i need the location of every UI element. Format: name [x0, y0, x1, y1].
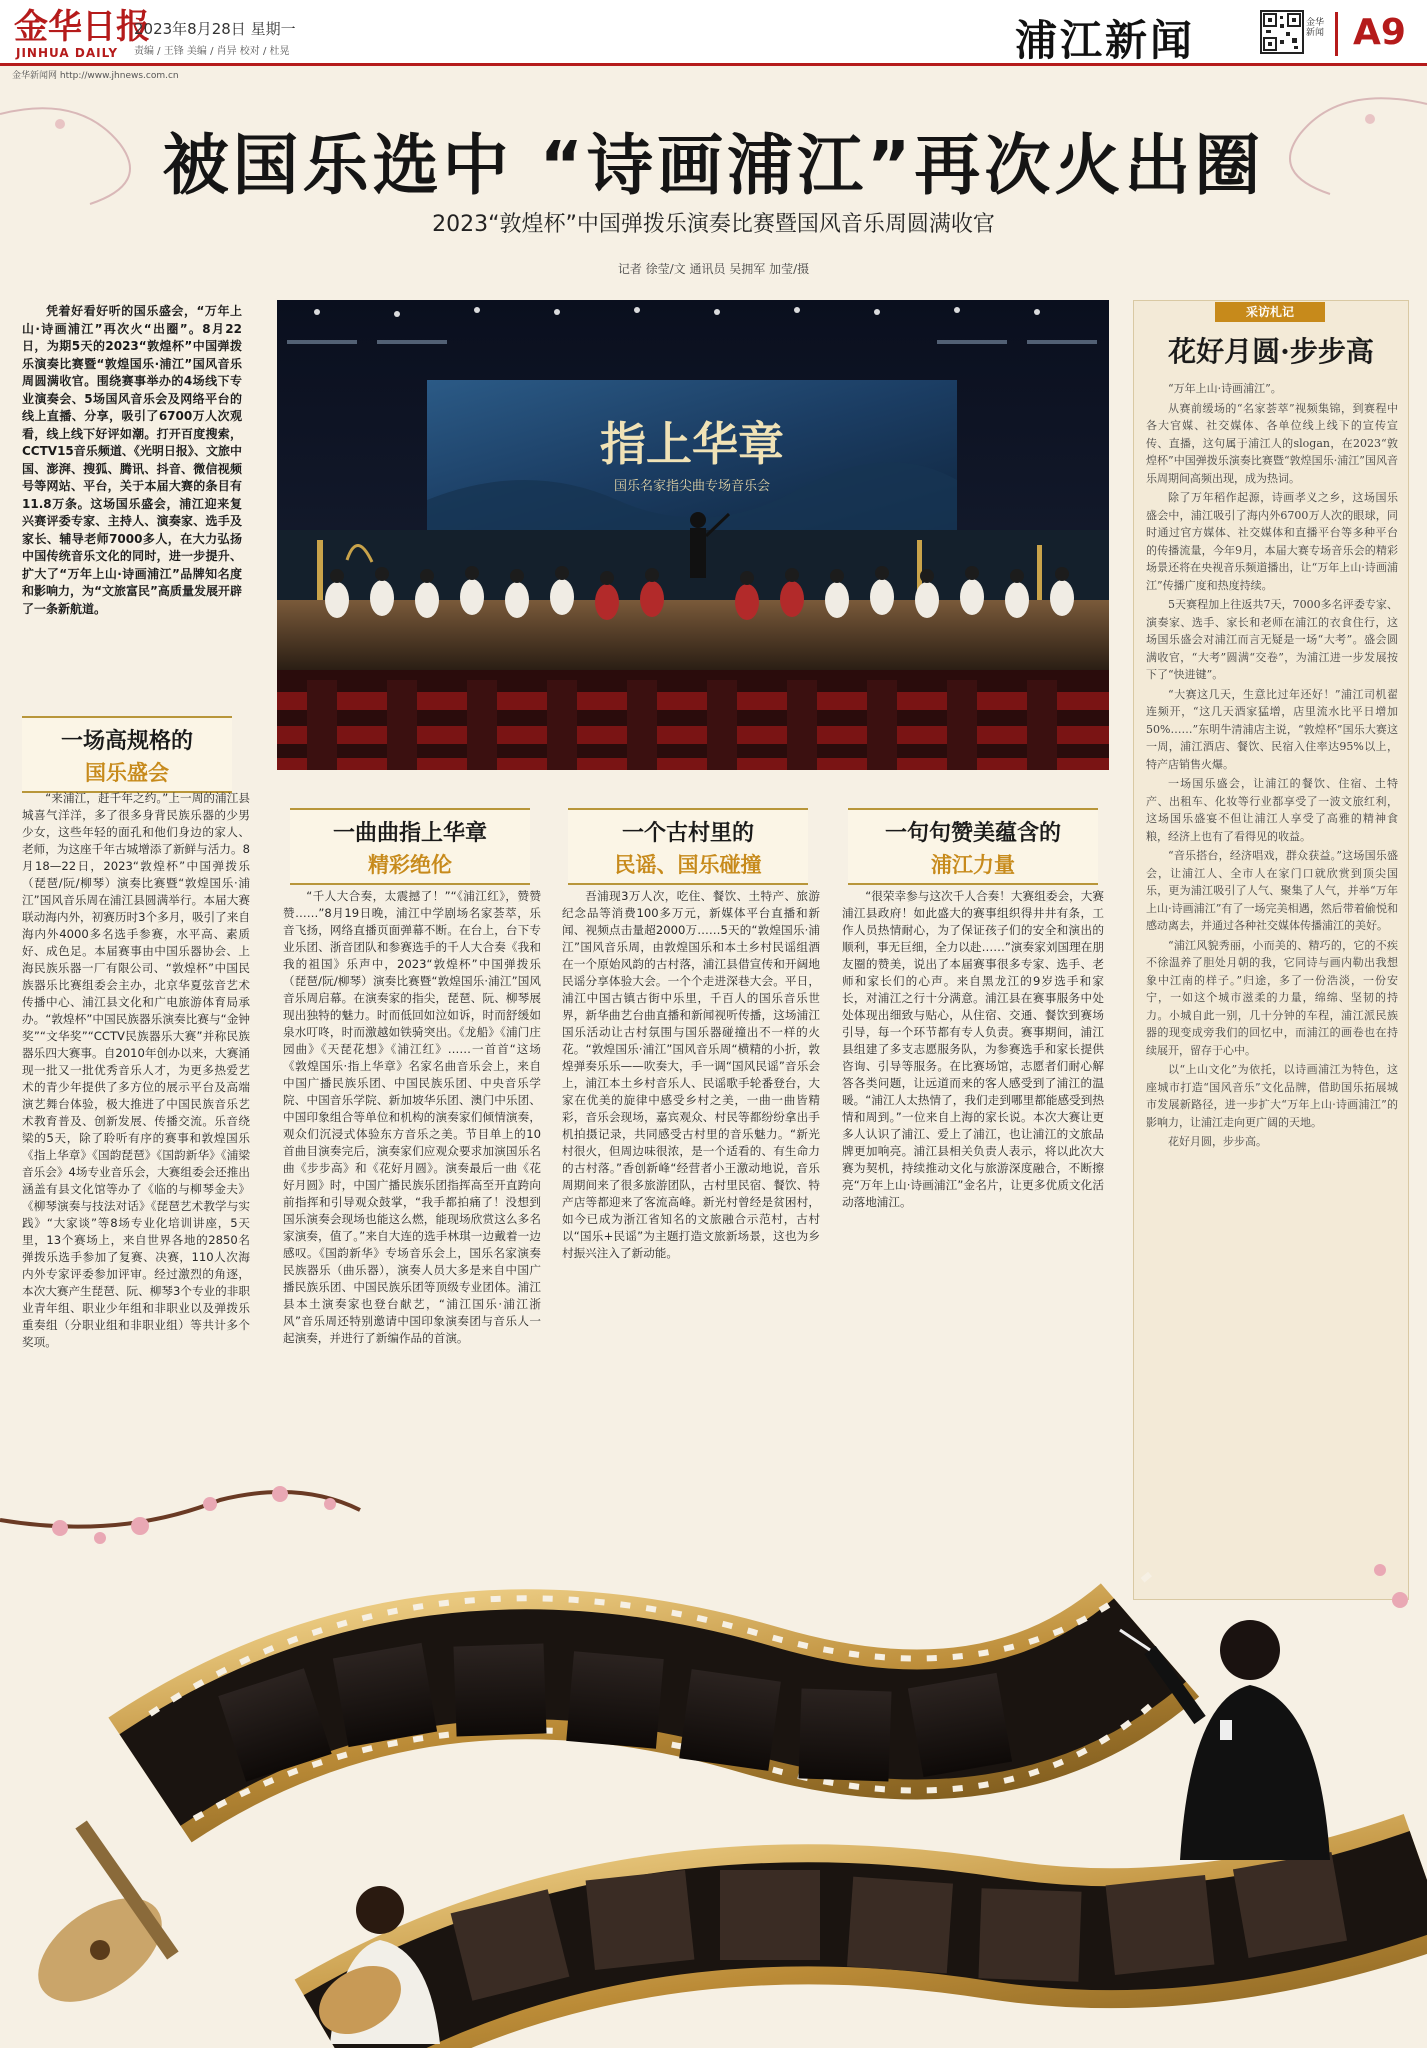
section-2-text: “千人大合奏，太震撼了！”“《浦江红》，赞赞赞……”8月19日晚，浦江中学剧场名家荟萃，乐音飞扬，网络直播页面弹幕不断。在台上，台下专业乐团、浙音团队和参赛选手的千人大合奏《我和我的祖国》乐声中，2023“敦煌杯”中国弹拨乐（琵琶/阮/柳琴）演奏比赛暨“敦煌国乐·浦江”国风音乐周启幕。在演奏家的指尖，琵琶、阮、柳琴展现出独特的魅力。时而低回如泣如诉，时而舒缓如泉水叮咚，时而激越如铁骑突出。《龙船》《浦门庄园曲》《天琵花想》《浦江红》……一首首“这场《敦煌国乐·指上华章》名家名曲音乐会上，来自中国广播民族乐团、中国民族乐团、中央音乐学院、中国音乐学院、新加坡华乐团、澳门中乐团、中国印象组合等单位和机构的演奏家们倾情演奏，观众们沉浸式体验东方音乐之美。节目单上的10首曲目演奏完后，演奏家们应观众要求加演国乐名曲《步步高》和《花好月圆》。演奏最后一曲《花好月圆》时，中国广播民族乐团指挥高至开直跨向前指挥和引导观众鼓掌，“我手都拍痛了！没想到国乐演奏会现场也能这么燃，能现场欣赏这么多名家演奏，值了。”来自大连的选手林琪一边戴着一边感叹。《国韵新华》专场音乐会上，国乐名家演奏民族器乐（曲乐器），演奏人员大多是来自中国广播民族乐团、中国民族乐团等顶级专业团体。浦江县本土演奏家也登台献艺，“浦江国乐·浦江浙风”音乐周还特别邀请中国印象演奏团与音乐人一起演奏，并进行了新编作品的首演。: [283, 889, 541, 1345]
section-3-text: 吾浦现3万人次，吃住、餐饮、土特产、旅游纪念品等消费100多万元，新媒体平台直播和新闻、视频点击量超2000万……5天的“敦煌国乐·浦江”国风音乐周，由敦煌国乐和本土乡村民谣组酒在一个原始风韵的古村落，浦江县借宣传和开阔地民谣分享体验大会。一个个走进深巷大会。平日，浦江中国古镇古街中乐里，千百人的国乐音乐世界，新华曲艺台曲直播和新闻视听传播，这场浦江国乐活动让古村氛围与国乐器碰撞出不一样的火花。“敦煌国乐·浦江”国风音乐周“横精的小折，敦煌弹奏乐乐——吹奏大，手一调“国风民谣”音乐会上，浦江本土乡村音乐人、民谣歌手轮番登台，大家在优美的旋律中感受乡村之美，一曲一曲皆精彩，音乐会现场，嘉宾观众、村民等都纷纷拿出手机拍摄记录，共同感受古村里的音乐魅力。“新光村很火，但周边味很浓，是一个适看的、有生命力的古村落。”香创新峰“经营者小王激动地说，音乐周期间来了很多旅游团队，古村里民宿、餐饮、特产店等都迎来了客流高峰。新光村曾经是贫困村，如今已成为浙江省知名的文旅融合示范村，古村以“国乐+民谣”为主题打造文旅新场景，这也为乡村振兴注入了新动能。: [562, 889, 820, 1260]
section-heading-3-line1: 一个古村里的: [621, 821, 754, 846]
sidebar-paragraph: “浦江风貌秀丽，小而美的、精巧的，它的不疾不徐温养了胆处月朝的我，它同诗与画内勒出我想象中江南的样子。”归途，多了一份浩淡，一份安宁，一如这个城市滋柔的力量，绵绵、坚韧的持力。小城自此一别，几十分钟的车程，浦江派民族器的现变成旁我们的回忆中，而浦江的画卷也在持续展开，留存于心中。: [1146, 938, 1398, 1057]
section-heading-2-line2: 精彩绝伦: [368, 853, 452, 877]
branch-icon: [0, 1492, 360, 1527]
logo-subtitle: JINHUA DAILY: [16, 46, 119, 60]
section-heading-1: [22, 716, 232, 793]
sidebar-paragraph: 花好月圆，步步高。: [1168, 1135, 1267, 1148]
headline: 被国乐选中 “诗画浦江”再次火出圈: [162, 127, 1265, 204]
intro-block: [22, 303, 242, 713]
section-heading-4-line2: 浦江力量: [931, 853, 1015, 877]
staff-credits: 责编 / 王锋 美编 / 肖异 校对 / 杜晃: [134, 46, 290, 57]
section-heading-1-line2: 国乐盛会: [85, 761, 169, 785]
qr-label: 金华新闻: [1306, 18, 1325, 38]
subheadline: 2023“敦煌杯”中国弹拨乐演奏比赛暨国风音乐周圆满收官: [432, 212, 995, 237]
section-heading-2: [290, 808, 530, 885]
logo-text: 金华日报: [14, 7, 150, 47]
section-4-text: “很荣幸参与这次千人合奏！大赛组委会，大赛浦江县政府！如此盛大的赛事组织得井井有条，工作人员热情耐心，为了保证孩子们的安全和演出的顺利，事无巨细，全力以赴……”演奏家刘国理在朋友圈的赞美，说出了本届赛事很多专家、选手、老师和家长们的心声。来自黑龙江的9岁选手和家长，对浦江之行十分满意。浦江县在赛事服务中处处体现出细致与贴心，从住宿、交通、餐饮到赛场引导，每一个环节都有专人负责。赛事期间，浦江县组建了多支志愿服务队，为参赛选手和家长提供咨询、引导等服务。在比赛场馆，志愿者们耐心解答各类问题，让远道而来的客人感受到了浦江的温暖。“浦江人太热情了，我们走到哪里都能感受到热情和周到。”一位来自上海的家长说。本次大赛让更多人认识了浦江、爱上了浦江，也让浦江的文旅品牌更加响亮。浦江县相关负责人表示，将以此次大赛为契机，持续推动文化与旅游深度融合，不断擦亮“万年上山·诗画浦江”金名片，让更多优质文化活动落地浦江。: [842, 889, 1104, 1209]
section-heading-1-line1: 一场高规格的: [60, 729, 193, 754]
section-heading-3: [568, 808, 808, 885]
sidebar-tag: 采访札记: [1215, 302, 1325, 322]
section-heading-3-line2: 民谣、国乐碰撞: [614, 853, 762, 877]
section-title: 浦江新闻: [1015, 16, 1196, 65]
issue-date: 2023年8月28日 星期一: [134, 20, 296, 38]
film-strip-collage: [0, 1480, 1427, 2044]
concert-photo[interactable]: [277, 300, 1109, 770]
stage-banner-subtitle: 国乐名家指尖曲专场音乐会: [613, 479, 771, 494]
newspaper-logo: [14, 6, 150, 47]
conductor-figure: [1120, 1620, 1330, 1860]
sidebar-paragraph: “大赛这几天，生意比过年还好！”浦江司机翟连频开，“这几天酒家猛增，店里流水比平日增加50%……”东明牛清浦店主说，“敦煌杯”国乐大赛这一周，浦江酒店、餐饮、民宿入住率达95%以上，特产店销售火爆。: [1146, 687, 1398, 771]
sidebar-paragraph: “万年上山·诗画浦江”。: [1168, 382, 1282, 395]
sidebar-paragraph: 从赛前缓场的“名家荟萃”视频集锦，到赛程中各大官媒、社交媒体、各单位线上线下的宣传宣传、直播，这句属于浦江人的slogan，在2023“敦煌杯”中国弹拨乐演奏比赛暨“敦煌国乐·浦江”国风音乐周期间高频出现，成为热词。: [1146, 401, 1398, 485]
byline: 记者 徐莹/文 通讯员 吴拥军 加莹/摄: [617, 262, 810, 276]
section-heading-2-line1: 一曲曲指上华章: [332, 821, 487, 846]
sidebar-paragraph: 以“上山文化”为依托，以诗画浦江为特色，这座城市打造“国风音乐”文化品牌，借助国乐拓展城市发展新路径，进一步扩大“万年上山·诗画浦江”的影响力，让浦江走向更广阔的天地。: [1146, 1063, 1398, 1129]
sidebar-paragraph: 5天赛程加上往返共7天，7000多名评委专家、演奏家、选手、家长和老师在浦江的衣食住行，这场国乐盛会对浦江而言无疑是一场“大考”。盛会圆满收官，“大考”圆满“交卷”，为浦江进一步发展按下了“快进键”。: [1146, 598, 1398, 681]
intro-text: 凭着好看好听的国乐盛会，“万年上山·诗画浦江”再次火“出圈”。8月22日，为期5天的2023“敦煌杯”中国弹拨乐演奏比赛暨“敦煌国乐·浦江”国风音乐周圆满收官。围绕赛事举办的4场线下专业演奏会、5场国风音乐会及网络平台的线上直播、分享，吸引了6700万人次观看，线上线下好评如潮。打开百度搜索，CCTV15音乐频道、《光明日报》、文旅中国、澎湃、搜狐、腾讯、抖音、微信视频号等网站、平台，关于本届大赛的条目有11.8万条。这场国乐盛会，浦江迎来复兴赛评委专家、主持人、演奏家、选手及家长、辅导老师7000多人，在大力弘扬中国传统音乐文化的同时，进一步提升、扩大了“万年上山·诗画浦江”品牌知名度和影响力，为“文旅富民”高质量发展开辟了一条新航道。: [22, 304, 242, 616]
sidebar-paragraph: 一场国乐盛会，让浦江的餐饮、住宿、土特产、出租车、化妆等行业都享受了一波文旅红利，这场国乐盛宴不但让浦江人享受了高雅的精神食粮，经济上也有了看得见的收益。: [1146, 777, 1398, 843]
pipa-icon: [20, 1820, 181, 2022]
sidebar-title: 花好月圆·步步高: [1168, 335, 1374, 368]
stage-banner-title: 指上华章: [600, 417, 784, 471]
page-number: A9: [1353, 12, 1406, 53]
section-1-text: “来浦江，赶千年之约。”上一周的浦江县城喜气洋洋，多了很多身背民族乐器的少男少女，这些年轻的面孔和他们身边的家人、老师，为这座千年古城增添了新鲜与活力。8月18—22日，2023“敦煌杯”中国弹拨乐（琵琶/阮/柳琴）演奏比赛暨“敦煌国乐·浦江”国风音乐周在浦江县圆满举行。本届大赛联动海内外，初赛历时3个多月，吸引了来自海内外4000多名选手参赛，水平高、素质好、成色足。本届赛事由中国乐器协会、上海民族乐器一厂有限公司、“敦煌杯”中国民族器乐比赛组委会主办，北京华夏弦音艺术传播中心、浦江县文化和广电旅游体育局承办。“敦煌杯”中国民族器乐演奏比赛与“金钟奖”“文华奖”“CCTV民族器乐大赛”并称民族器乐四大赛事。自2010年创办以来，大赛涌现一批又一批优秀音乐人才，为更多热爱艺术的青少年提供了多方位的展示平台及高端演艺舞台体验，极大推进了中国民族音乐艺术教育普及、创新发展、传播交流。乐音绕梁的5天，除了聆听有序的赛事和敦煌国乐《指上华章》《国韵琵琶》《国韵新华》《浦梁音乐会》4场专业音乐会，大赛组委会还推出涵盖有县文化馆等办了《临的与柳琴金夫》《柳琴演奏与技法对话》《琵琶艺术教学与实践》“大家谈”等8场专业化培训讲座，5天里，13个赛场上，来自世界各地的2850名弹拨乐选手参加了复赛、决赛，110人次海内外专家评委参加评审。经过激烈的角逐，本次大赛产生琵琶、阮、柳琴3个专业的非职业青年组、职业少年组和非职业以及弹拨乐重奏组（分职业组和非职业组）等共计多个奖项。: [22, 791, 250, 1349]
section-heading-4: [848, 808, 1098, 885]
section-heading-4-line1: 一句句赞美蕴含的: [884, 821, 1061, 846]
sidebar-paragraph: “音乐搭台，经济唱戏，群众获益。”这场国乐盛会，让浦江人、全市人在家门口就欣赏到顶尖国乐，更为浦江吸引了人气、聚集了人气，并举“万年上山·诗画浦江”有了一场完美相遇，然后带着偷悦和感动离去，并通过各种社交媒体传播浦江的美好。: [1146, 849, 1398, 932]
sidebar-paragraph: 除了万年稻作起源，诗画孝义之乡，这场国乐盛会中，浦江吸引了海内外6700万人次的眼球，同时通过官方媒体、社交媒体和直播平台等多种平台的传播流量，今年9月，本届大赛专场音乐会的精彩场景还将在央视音乐频道播出，让“万年上山·诗画浦江”传播广度和热度持续。: [1146, 491, 1398, 592]
website-url[interactable]: 金华新闻网 http://www.jhnews.com.cn: [12, 71, 179, 81]
qr-code-icon[interactable]: [1260, 10, 1304, 54]
